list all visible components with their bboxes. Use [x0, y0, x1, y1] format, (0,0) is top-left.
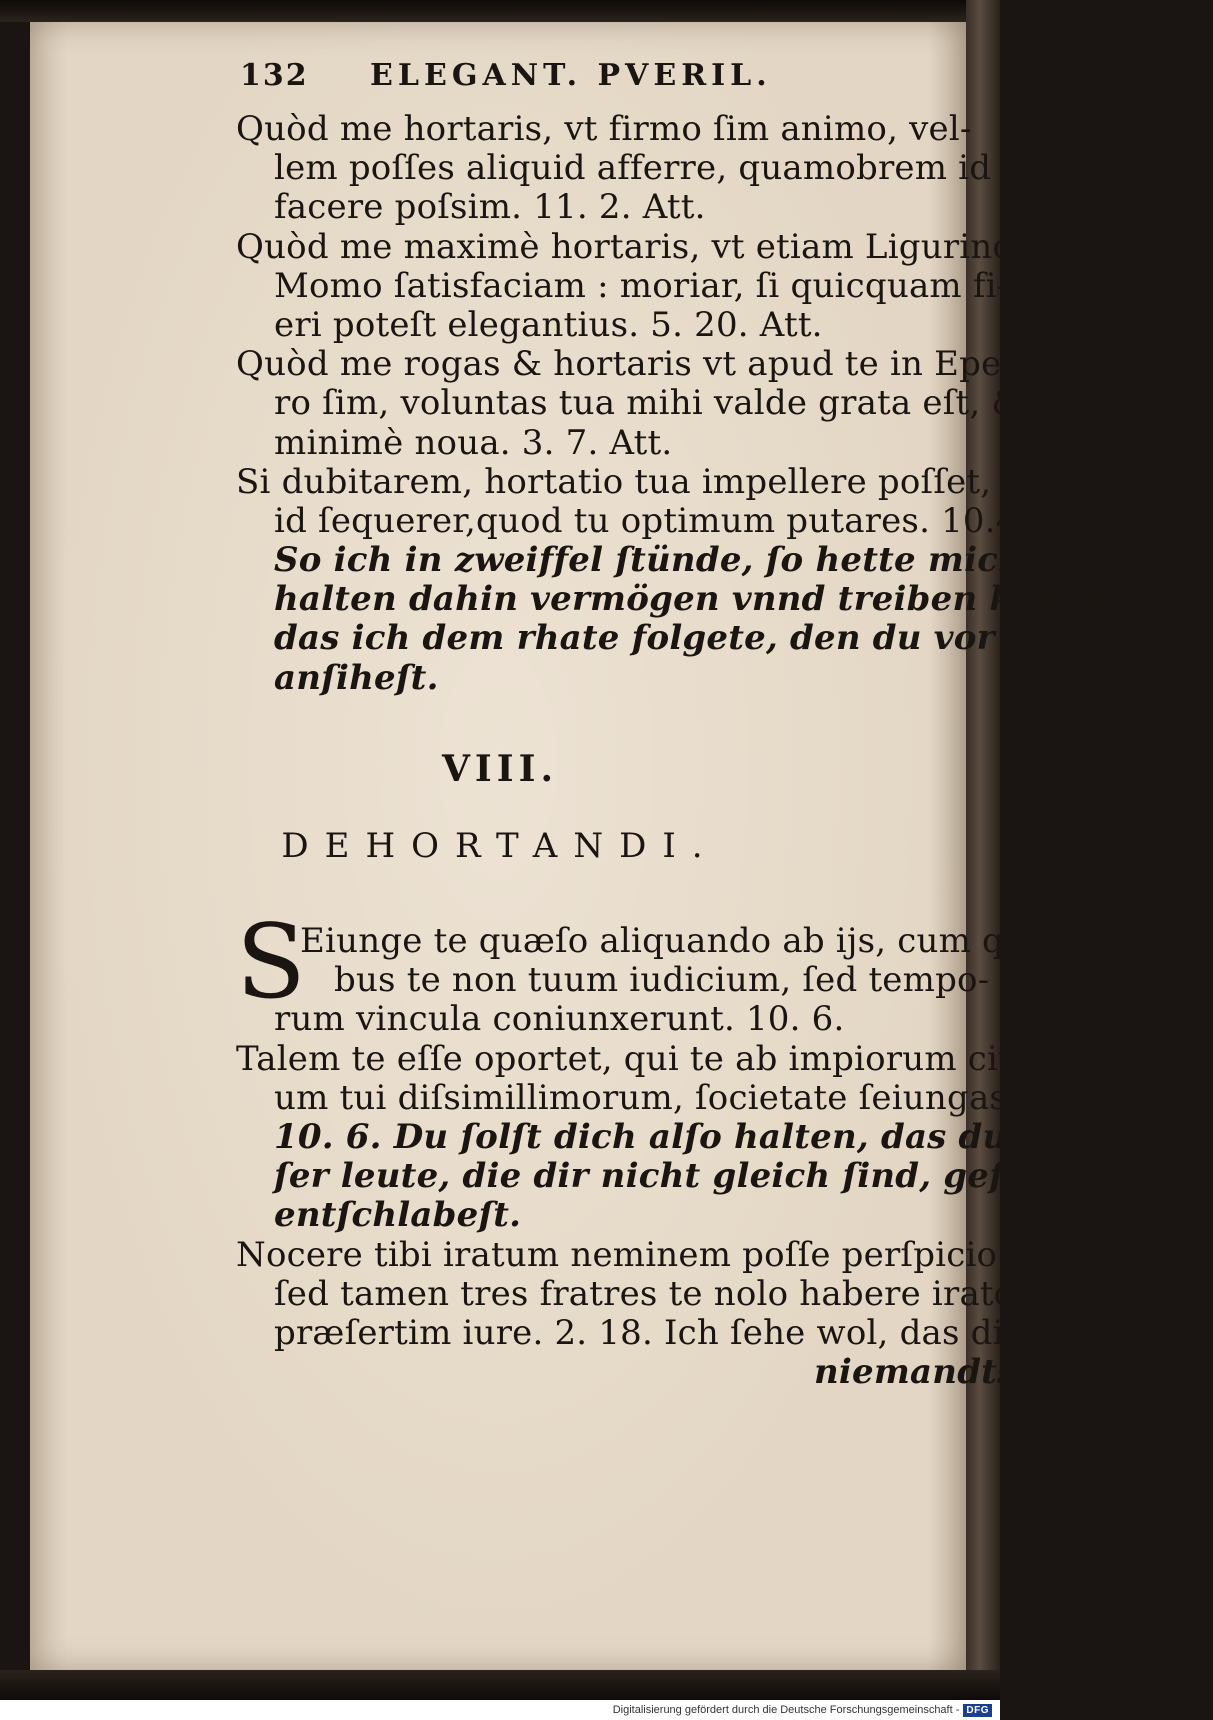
- text-line: præſertim iure. 2. 18. Ich ſehe wol, das dir: [274, 1312, 1021, 1353]
- page-number: 132: [240, 58, 309, 93]
- text-line: Quòd me rogas & hortaris vt apud te in Epei-: [236, 344, 1025, 385]
- german-text-line: ſer leute, die dir nicht gleich ſind, geſellſchafft: [274, 1156, 1181, 1197]
- section-title: DEHORTANDI.: [281, 826, 719, 866]
- text-block-1: [236, 110, 1213, 698]
- text-line: eri poteſt elegantius. 5. 20. Att.: [274, 304, 823, 345]
- text-line: Momo ſatisfaciam : moriar, ſi quicquam fi-: [274, 265, 1009, 306]
- text-line: id ſequerer,quod tu optimum putares. 10.4.: [274, 500, 1029, 541]
- scan-top-edge: [0, 0, 1000, 22]
- section-number: VIII.: [442, 748, 558, 790]
- dfg-logo: DFG: [963, 1704, 992, 1717]
- text-line: bus te non tuum iudicium, ſed tempo-: [334, 960, 990, 1001]
- text-line: Eiunge te quæſo aliquando ab ijs, cum qui-: [300, 921, 1049, 961]
- german-text-line: das ich dem rhate folgete, den du vor den beſten: [274, 618, 1213, 659]
- german-text-line: entſchlabeſt.: [274, 1195, 522, 1236]
- drop-cap: S: [236, 903, 306, 1022]
- digitization-credit-bar: [0, 1700, 1000, 1720]
- running-head: [240, 58, 820, 93]
- text-line: lem poſſes aliquid afferre, quamobrem id: [274, 148, 992, 189]
- catchword: niemandts: [814, 1352, 1017, 1393]
- german-text-line: anſiheſt.: [274, 657, 439, 698]
- text-line: rum vincula coniunxerunt. 10. 6.: [274, 999, 845, 1040]
- text-line: Talem te eſſe oportet, qui te ab impiorum ciui-: [236, 1038, 1043, 1079]
- text-line: ro ſim, voluntas tua mihi valde grata eſt, &: [274, 383, 1022, 424]
- running-title: ELEGANT. PVERIL.: [370, 58, 772, 93]
- text-line: Quòd me maximè hortaris, vt etiam Ligurino: [236, 226, 1014, 267]
- german-text-line: halten dahin vermögen vnnd treiben können,: [274, 579, 1145, 620]
- text-line: ſed tamen tres fratres te nolo habere iratos,: [274, 1273, 1044, 1314]
- text-line: facere poſsim. 11. 2. Att.: [274, 187, 706, 228]
- text-line: Quòd me hortaris, vt firmo ſim animo, vel-: [236, 109, 972, 149]
- text-line: minimè noua. 3. 7. Att.: [274, 422, 673, 463]
- text-line: Si dubitarem, hortatio tua impellere poſſet, vt: [236, 461, 1036, 502]
- german-text-line: So ich in zweiffel ſtünde, ſo hette mich dein an-: [274, 540, 1193, 581]
- scan-bottom-edge: [0, 1670, 1000, 1700]
- text-block-2: [236, 922, 1180, 1392]
- text-line: um tui diſsimillimorum, ſocietate ſeiungas.: [274, 1077, 1019, 1118]
- text-line: Nocere tibi iratum neminem poſſe perſpicio :: [236, 1234, 1020, 1275]
- german-text-line: 10. 6. Du ſolſt dich alſo halten, das du dich bö-: [274, 1116, 1176, 1157]
- credit-text: Digitalisierung gefördert durch die Deutsche Forschungsgemeinschaft -: [612, 1704, 960, 1716]
